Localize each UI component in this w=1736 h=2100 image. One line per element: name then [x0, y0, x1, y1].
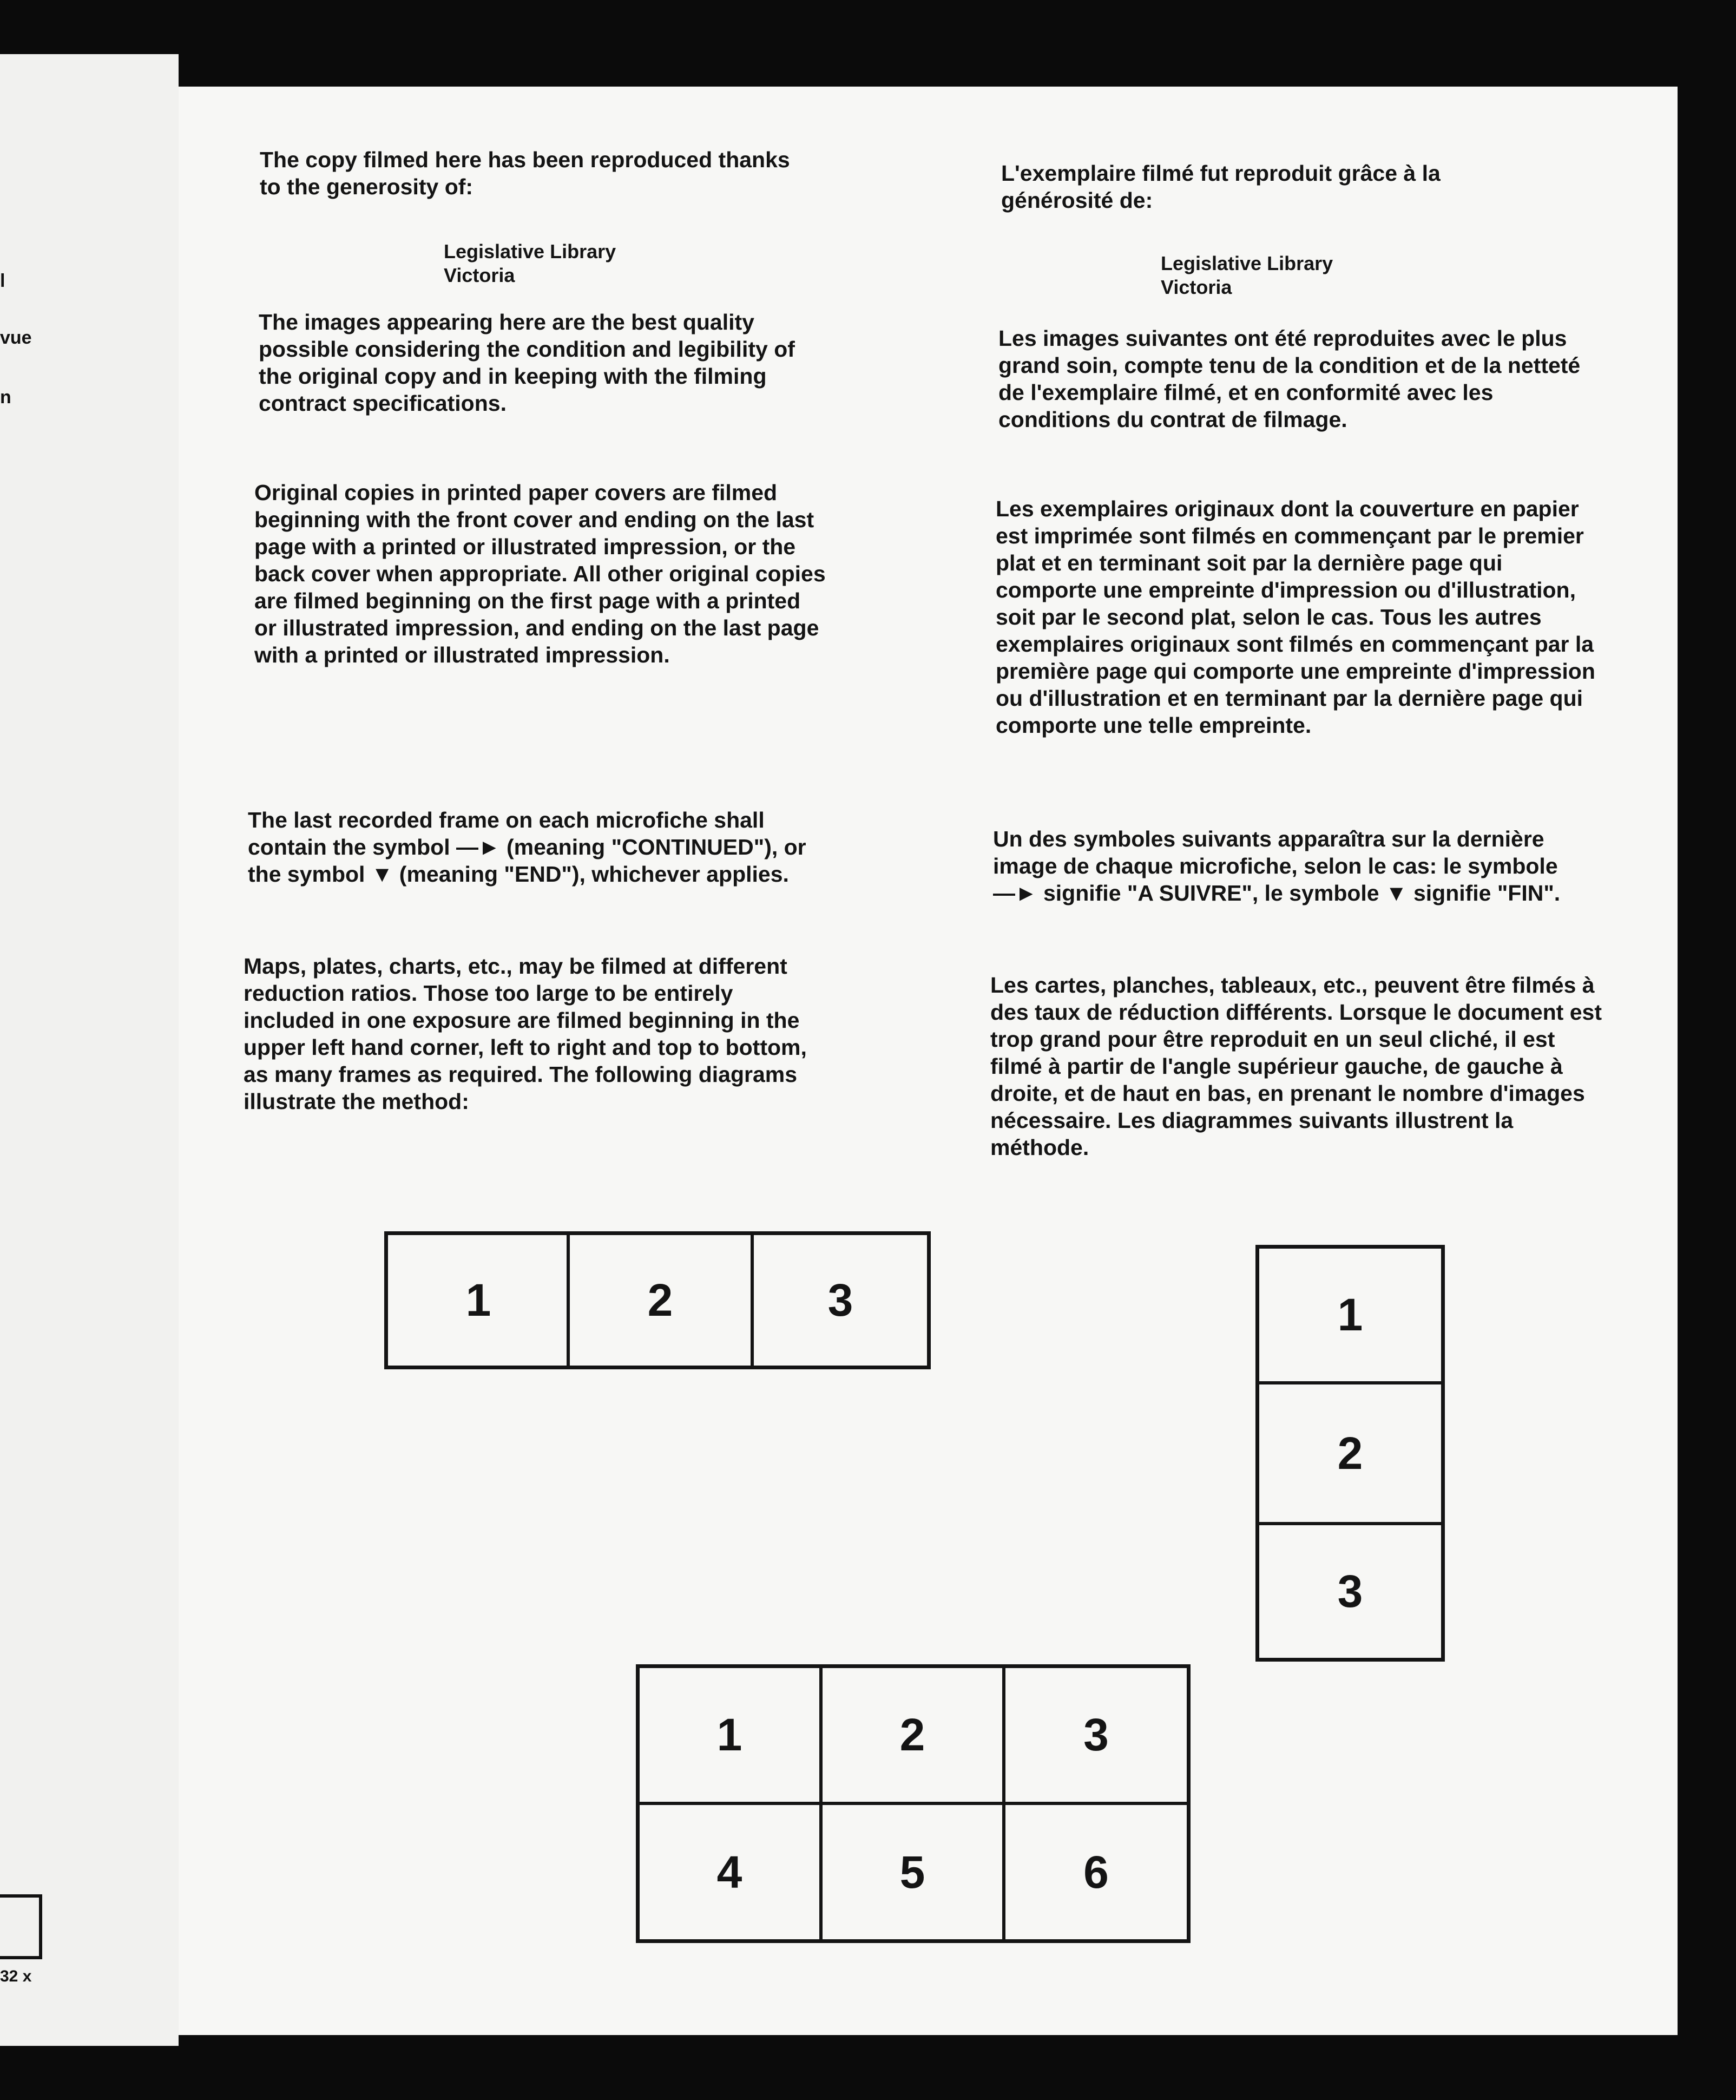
- english-maps: Maps, plates, charts, etc., may be filmed at different reduction ratios. Those too large to be entirely included in one exposure are filmed beginning in the upper left hand corner, left to right and top to bottom, as many frames as required. The following diagrams illustrate the method:: [244, 954, 807, 1114]
- previous-page-strip: [0, 54, 179, 2046]
- diagram-vertical: [1255, 1245, 1445, 1662]
- french-institution-line2: Victoria: [1161, 276, 1232, 298]
- french-quality: Les images suivantes ont été reproduites avec le plus grand soin, compte tenu de la condition et de la netteté de l'exemplaire filmé, et en conformité avec les conditions du contrat de filmage.: [998, 326, 1581, 432]
- diagram-grid: [636, 1664, 1191, 1943]
- diagram-horizontal-cell: 2: [647, 1275, 673, 1325]
- diagram-horizontal-cell: 1: [465, 1275, 491, 1325]
- diagram-grid-cell: 1: [716, 1709, 742, 1760]
- diagram-grid-cell: 5: [899, 1846, 925, 1898]
- strip-box: [0, 1894, 42, 1959]
- diagram-grid-cell: 3: [1083, 1709, 1109, 1760]
- english-institution-line1: Legislative Library: [444, 240, 616, 262]
- french-original-copies: Les exemplaires originaux dont la couverture en papier est imprimée sont filmés en commençant par le premier plat et en terminant soit par la dernière page qui comporte une empreinte d'impression ou d'illustration, soit par le second plat, selon le cas. Tous les autres exemplaires originaux sont filmés en commençant par la première page qui comporte une empreinte d'impression ou d'illustration et en terminant par la dernière page qui comporte une telle empreinte.: [996, 496, 1595, 738]
- french-last-frame: Un des symboles suivants apparaîtra sur la dernière image de chaque microfiche, selon le cas: le symbole —► signifie "A SUIVRE", le symbole ▼ signifie "FIN".: [993, 826, 1561, 905]
- english-last-frame: The last recorded frame on each microfiche shall contain the symbol —► (meaning "CONTINUED"), or the symbol ▼ (meaning "END"), whichever applies.: [248, 808, 806, 887]
- english-thanks: The copy filmed here has been reproduced thanks to the generosity of:: [260, 147, 790, 199]
- diagram-horizontal: [384, 1231, 931, 1369]
- strip-fragment-3: n: [0, 387, 11, 408]
- document-page: [179, 87, 1678, 2035]
- diagram-vertical-cell: 2: [1337, 1427, 1363, 1479]
- strip-fragment-2: vue: [0, 327, 32, 348]
- french-institution-line1: Legislative Library: [1161, 252, 1333, 274]
- french-maps: Les cartes, planches, tableaux, etc., peuvent être filmés à des taux de réduction différents. Lorsque le document est trop grand pour être reproduit en un seul cliché, il est filmé à partir de l'angle supérieur gauche, de gauche à droite, et de haut en bas, en prenant le nombre d'images nécessaire. Les diagrammes suivants illustrent la méthode.: [990, 973, 1602, 1160]
- diagram-vertical-cell: 3: [1337, 1566, 1363, 1617]
- french-thanks: L'exemplaire filmé fut reproduit grâce à la générosité de:: [1001, 161, 1441, 213]
- english-quality: The images appearing here are the best quality possible considering the condition and legibility of the original copy and in keeping with the filming contract specifications.: [259, 310, 795, 416]
- english-institution-line2: Victoria: [444, 264, 515, 286]
- english-original-copies: Original copies in printed paper covers are filmed beginning with the front cover and ending on the last page with a printed or illustrated impression, or the back cover when appropriate. All other original copies are filmed beginning on the first page with a printed or illustrated impression, and ending on the last page with a printed or illustrated impression.: [254, 480, 826, 667]
- diagram-vertical-cell: 1: [1337, 1289, 1363, 1340]
- diagram-grid-cell: 2: [899, 1709, 925, 1760]
- diagram-grid-cell: 4: [716, 1846, 742, 1898]
- strip-bottom-label: 32 x: [0, 1967, 32, 1985]
- diagram-grid-cell: 6: [1083, 1846, 1109, 1898]
- diagram-horizontal-cell: 3: [827, 1275, 853, 1325]
- strip-fragment-1: l: [0, 271, 5, 291]
